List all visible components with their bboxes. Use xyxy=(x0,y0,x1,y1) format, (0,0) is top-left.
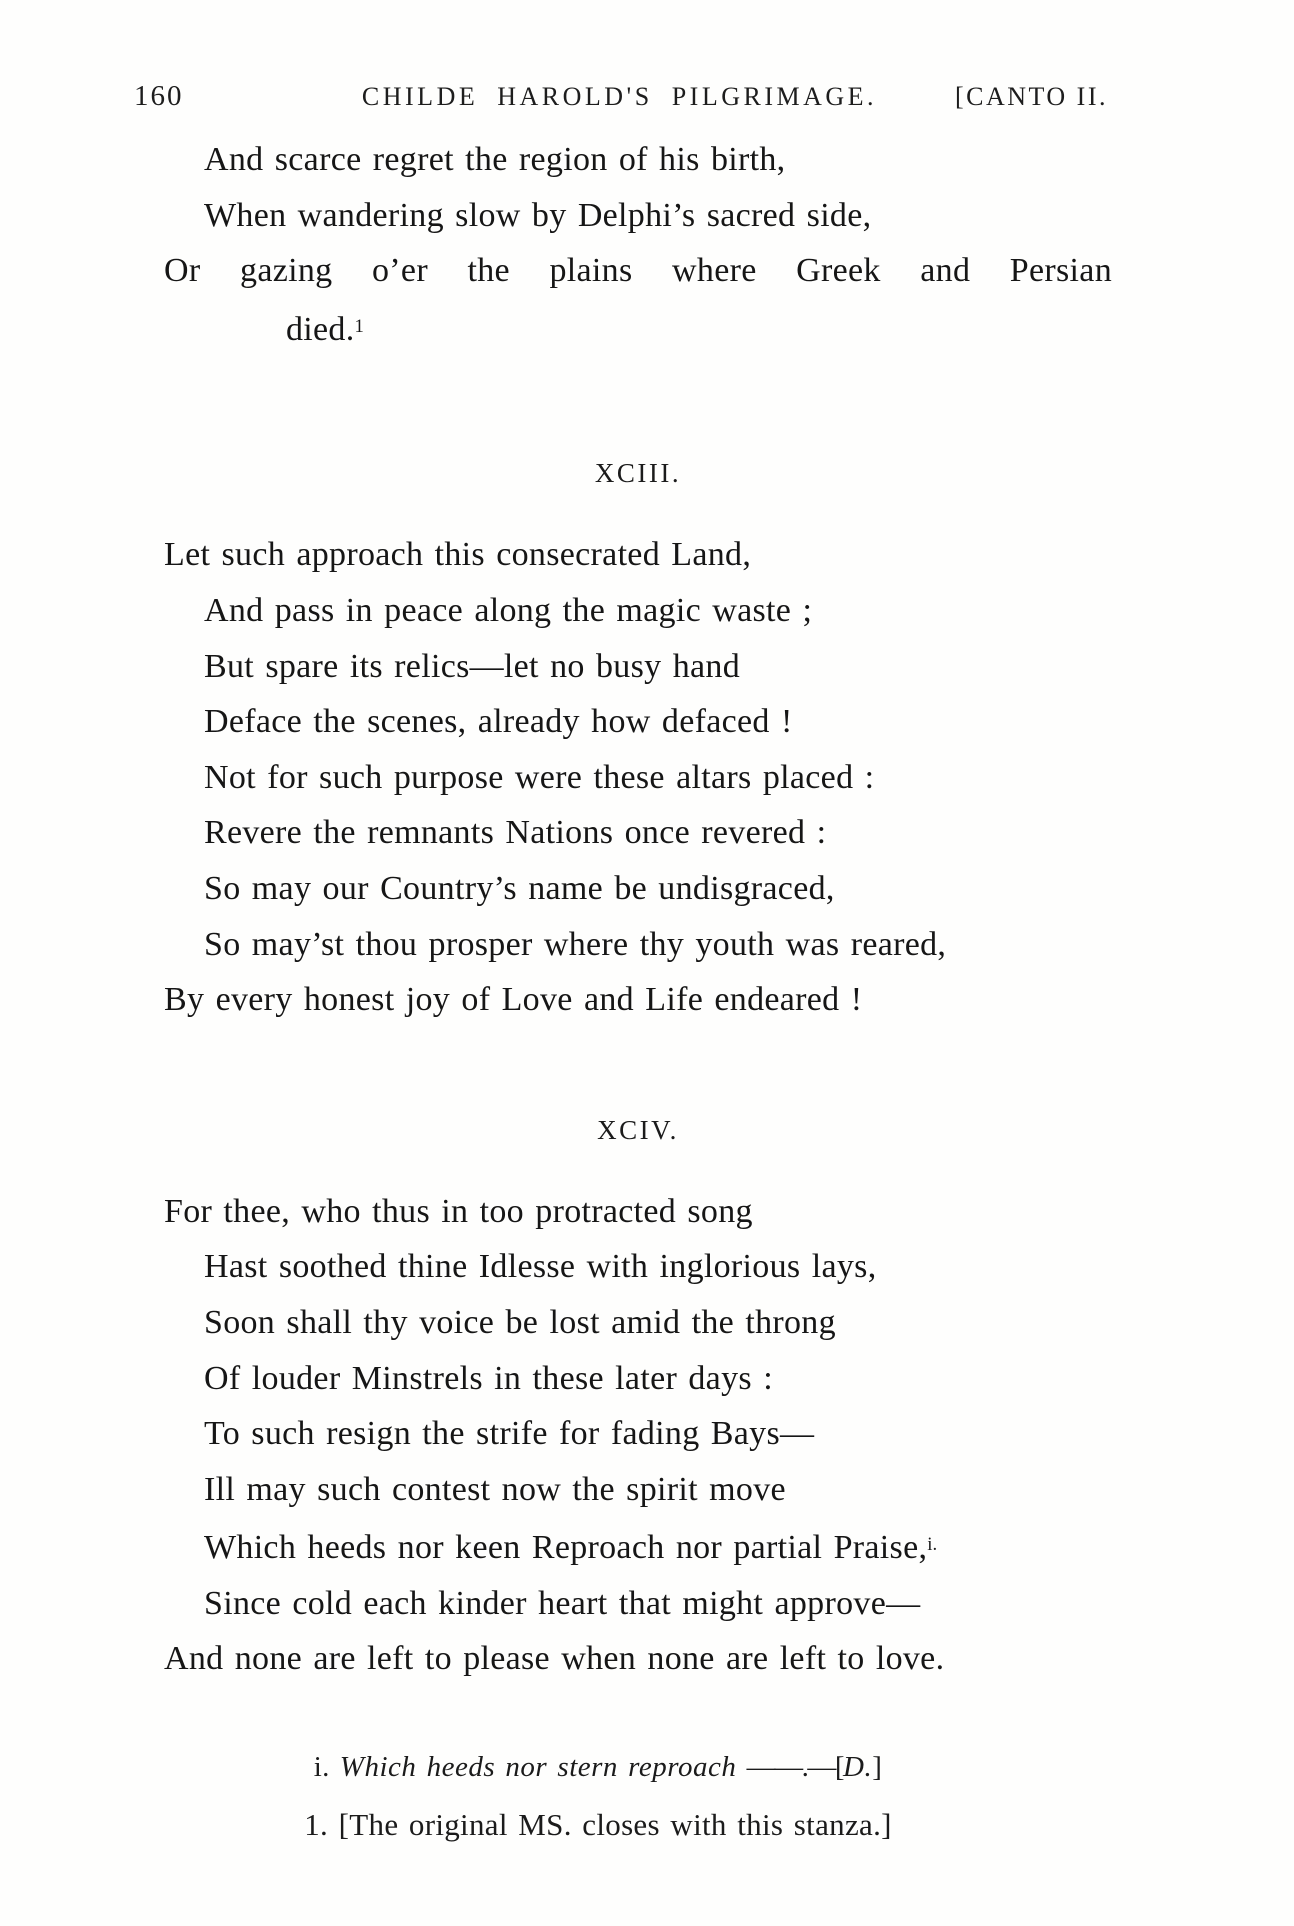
footnote-bracket: ] xyxy=(872,1751,883,1784)
verse-line: Or gazing o’er the plains where Greek and Persian xyxy=(164,252,1112,290)
footnote-rule: ——.—[ xyxy=(746,1751,844,1784)
footnote-text: [The original MS. closes with this stanza.] xyxy=(338,1807,892,1843)
running-title: CHILDE HAROLD'S PILGRIMAGE. xyxy=(361,82,878,111)
footnote-marker: 1 xyxy=(354,315,364,337)
running-header xyxy=(134,80,1108,113)
verse-line: So may’st thou prosper where thy youth was reared, xyxy=(204,925,947,963)
footnote-editorial xyxy=(124,1805,1072,1845)
verse-line: And pass in peace along the magic waste ; xyxy=(204,591,813,629)
verse-line: And scarce regret the region of his birth, xyxy=(204,141,786,178)
stanza-number-xciii: XCIII. xyxy=(594,458,682,489)
footnote-variant-text: Which heeds nor stern reproach xyxy=(339,1751,747,1784)
verse-line: By every honest joy of Love and Life endeared ! xyxy=(164,981,863,1019)
verse-line: To such resign the strife for fading Bays— xyxy=(204,1415,815,1453)
verse-line: Soon shall thy voice be lost amid the throng xyxy=(204,1303,836,1341)
verse-line: Not for such purpose were these altars placed : xyxy=(204,758,875,796)
verse-line: Deface the scenes, already how defaced ! xyxy=(204,703,793,741)
stanza-fragment-xcii xyxy=(164,132,1112,357)
page-number: 160 xyxy=(134,80,184,112)
verse-text-block xyxy=(164,132,1112,1845)
stanza-xciv xyxy=(164,1184,1112,1687)
verse-line: Which heeds nor keen Reproach nor partial Praise,$^{i.}$ xyxy=(204,1529,938,1567)
verse-line: Revere the remnants Nations once revered : xyxy=(204,814,827,852)
footnotes xyxy=(124,1747,1072,1845)
verse-line: Since cold each kinder heart that might approve— xyxy=(204,1584,921,1622)
verse-line: For thee, who thus in too protracted song xyxy=(164,1192,753,1230)
footnote-label: i. xyxy=(313,1751,330,1784)
verse-line: So may our Country’s name be undisgraced, xyxy=(204,869,835,907)
footnote-label: 1. xyxy=(304,1807,329,1843)
verse-line: Ill may such contest now the spirit move xyxy=(204,1470,786,1508)
verse-line: Hast soothed thine Idlesse with inglorious lays, xyxy=(204,1248,877,1286)
canto-label: [CANTO II. xyxy=(954,82,1108,111)
verse-line: died.$^1$ xyxy=(286,310,364,348)
verse-line: But spare its relics—let no busy hand xyxy=(204,647,741,685)
verse-line: When wandering slow by Delphi’s sacred side, xyxy=(204,196,872,234)
verse-line: And none are left to please when none are left to love. xyxy=(164,1640,945,1678)
verse-line: Of louder Minstrels in these later days : xyxy=(204,1359,773,1397)
stanza-number-xciv: XCIV. xyxy=(597,1114,679,1145)
footnote-variant xyxy=(124,1747,1072,1787)
verse-line: Let such approach this consecrated Land, xyxy=(164,536,752,574)
footnote-marker: i. xyxy=(927,1534,938,1556)
stanza-xciii xyxy=(164,527,1112,1027)
footnote-attribution: D. xyxy=(843,1751,873,1784)
